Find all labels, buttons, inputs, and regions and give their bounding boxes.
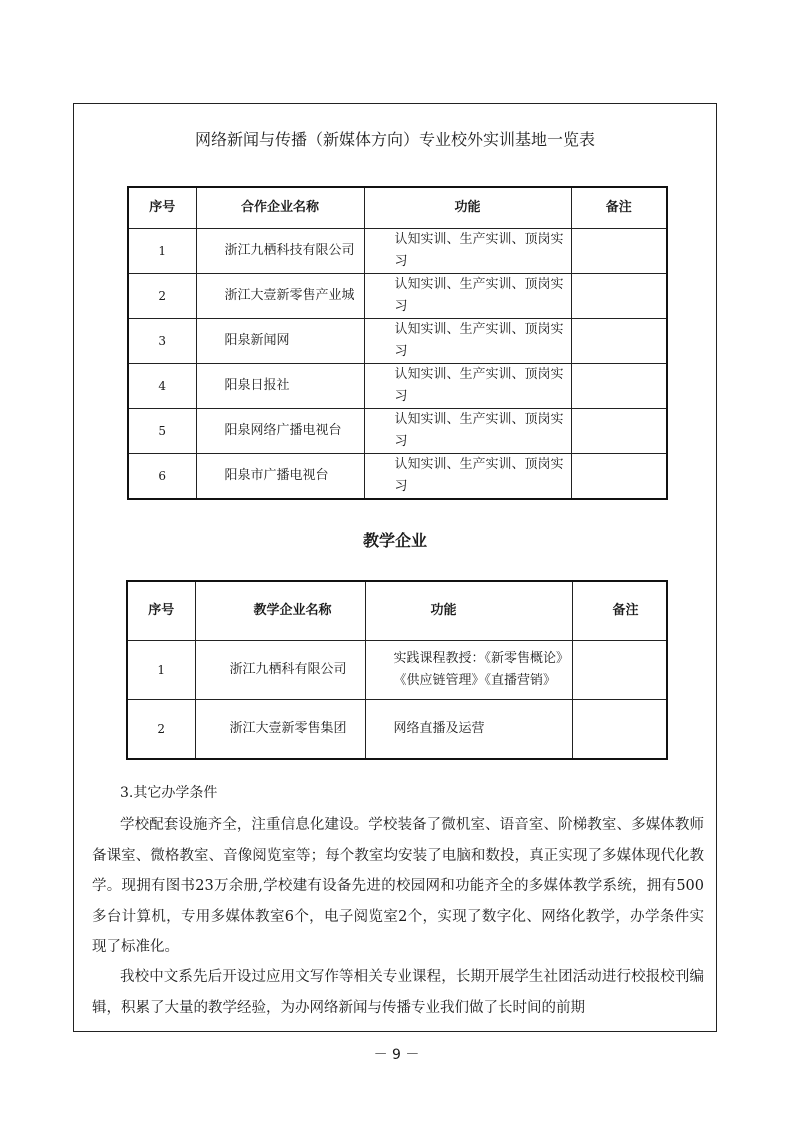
cell-company: 阳泉日报社: [196, 364, 364, 409]
cell-note: [571, 274, 667, 319]
cell-no: 2: [128, 274, 196, 319]
header-enterprise-name: 教学企业名称: [195, 581, 365, 641]
cell-company: 浙江大壹新零售产业城: [196, 274, 364, 319]
cell-function: 认知实训、生产实训、顶岗实习: [364, 274, 571, 319]
cell-no: 1: [127, 641, 195, 700]
header-company-name: 合作企业名称: [196, 187, 364, 229]
cell-note: [571, 364, 667, 409]
table-row: [128, 409, 667, 454]
cell-function: 认知实训、生产实训、顶岗实习: [364, 409, 571, 454]
cell-no: 6: [128, 454, 196, 500]
teaching-enterprise-table: [126, 580, 668, 760]
page-border-bottom: [73, 1031, 717, 1032]
table-row: [127, 641, 667, 700]
cell-no: 1: [128, 229, 196, 274]
cell-company: 浙江九栖科技有限公司: [196, 229, 364, 274]
header-function: 功能: [365, 581, 572, 641]
table2-title: 教学企业: [362, 531, 427, 550]
cell-function: 认知实训、生产实训、顶岗实习: [364, 319, 571, 364]
cell-enterprise: 浙江大壹新零售集团: [195, 700, 365, 760]
header-note: 备注: [572, 581, 667, 641]
paragraph-facilities: 学校配套设施齐全，注重信息化建设。学校装备了微机室、语音室、阶梯教室、多媒体教师备课室、微格教室、音像阅览室等；每个教室均安装了电脑和数投，真正实现了多媒体现代化教学。现拥有图书23万余册,学校建有设备先进的校园网和功能齐全的多媒体教学系统，拥有500多台计算机，专用多媒体教室6个，电子阅览室2个，实现了数字化、网络化教学，办学条件实现了标准化。: [92, 817, 704, 955]
cell-note: [572, 700, 667, 760]
page-number: － 9 －: [373, 1047, 420, 1063]
cell-company: 阳泉网络广播电视台: [196, 409, 364, 454]
table-header-row: [127, 581, 667, 641]
header-note: 备注: [571, 187, 667, 229]
table-row: [127, 700, 667, 760]
cell-note: [571, 454, 667, 500]
cell-function: 认知实训、生产实训、顶岗实习: [364, 229, 571, 274]
cell-note: [572, 641, 667, 700]
training-base-table: [127, 186, 668, 500]
cell-function: 认知实训、生产实训、顶岗实习: [364, 364, 571, 409]
paragraph-experience: 我校中文系先后开设过应用文写作等相关专业课程，长期开展学生社团活动进行校报校刊编辑，积累了大量的教学经验，为办网络新闻与传播专业我们做了长时间的前期: [92, 969, 704, 1016]
table-row: [128, 364, 667, 409]
header-no: 序号: [128, 187, 196, 229]
cell-company: 阳泉市广播电视台: [196, 454, 364, 500]
cell-function: 实践课程教授：《新零售概论》《供应链管理》《直播营销》: [365, 641, 572, 700]
cell-function: 网络直播及运营: [365, 700, 572, 760]
header-function: 功能: [364, 187, 571, 229]
cell-no: 2: [127, 700, 195, 760]
table1-title: 网络新闻与传播（新媒体方向）专业校外实训基地一览表: [194, 130, 595, 149]
cell-no: 5: [128, 409, 196, 454]
cell-note: [571, 409, 667, 454]
header-no: 序号: [127, 581, 195, 641]
cell-no: 4: [128, 364, 196, 409]
cell-no: 3: [128, 319, 196, 364]
table-row: [128, 274, 667, 319]
cell-company: 阳泉新闻网: [196, 319, 364, 364]
cell-enterprise: 浙江九栖科有限公司: [195, 641, 365, 700]
table-row: [128, 454, 667, 500]
table-row: [128, 319, 667, 364]
cell-note: [571, 319, 667, 364]
table-header-row: [128, 187, 667, 229]
cell-note: [571, 229, 667, 274]
table-row: [128, 229, 667, 274]
cell-function: 认知实训、生产实训、顶岗实习: [364, 454, 571, 500]
section-heading: 3.其它办学条件: [120, 785, 218, 801]
